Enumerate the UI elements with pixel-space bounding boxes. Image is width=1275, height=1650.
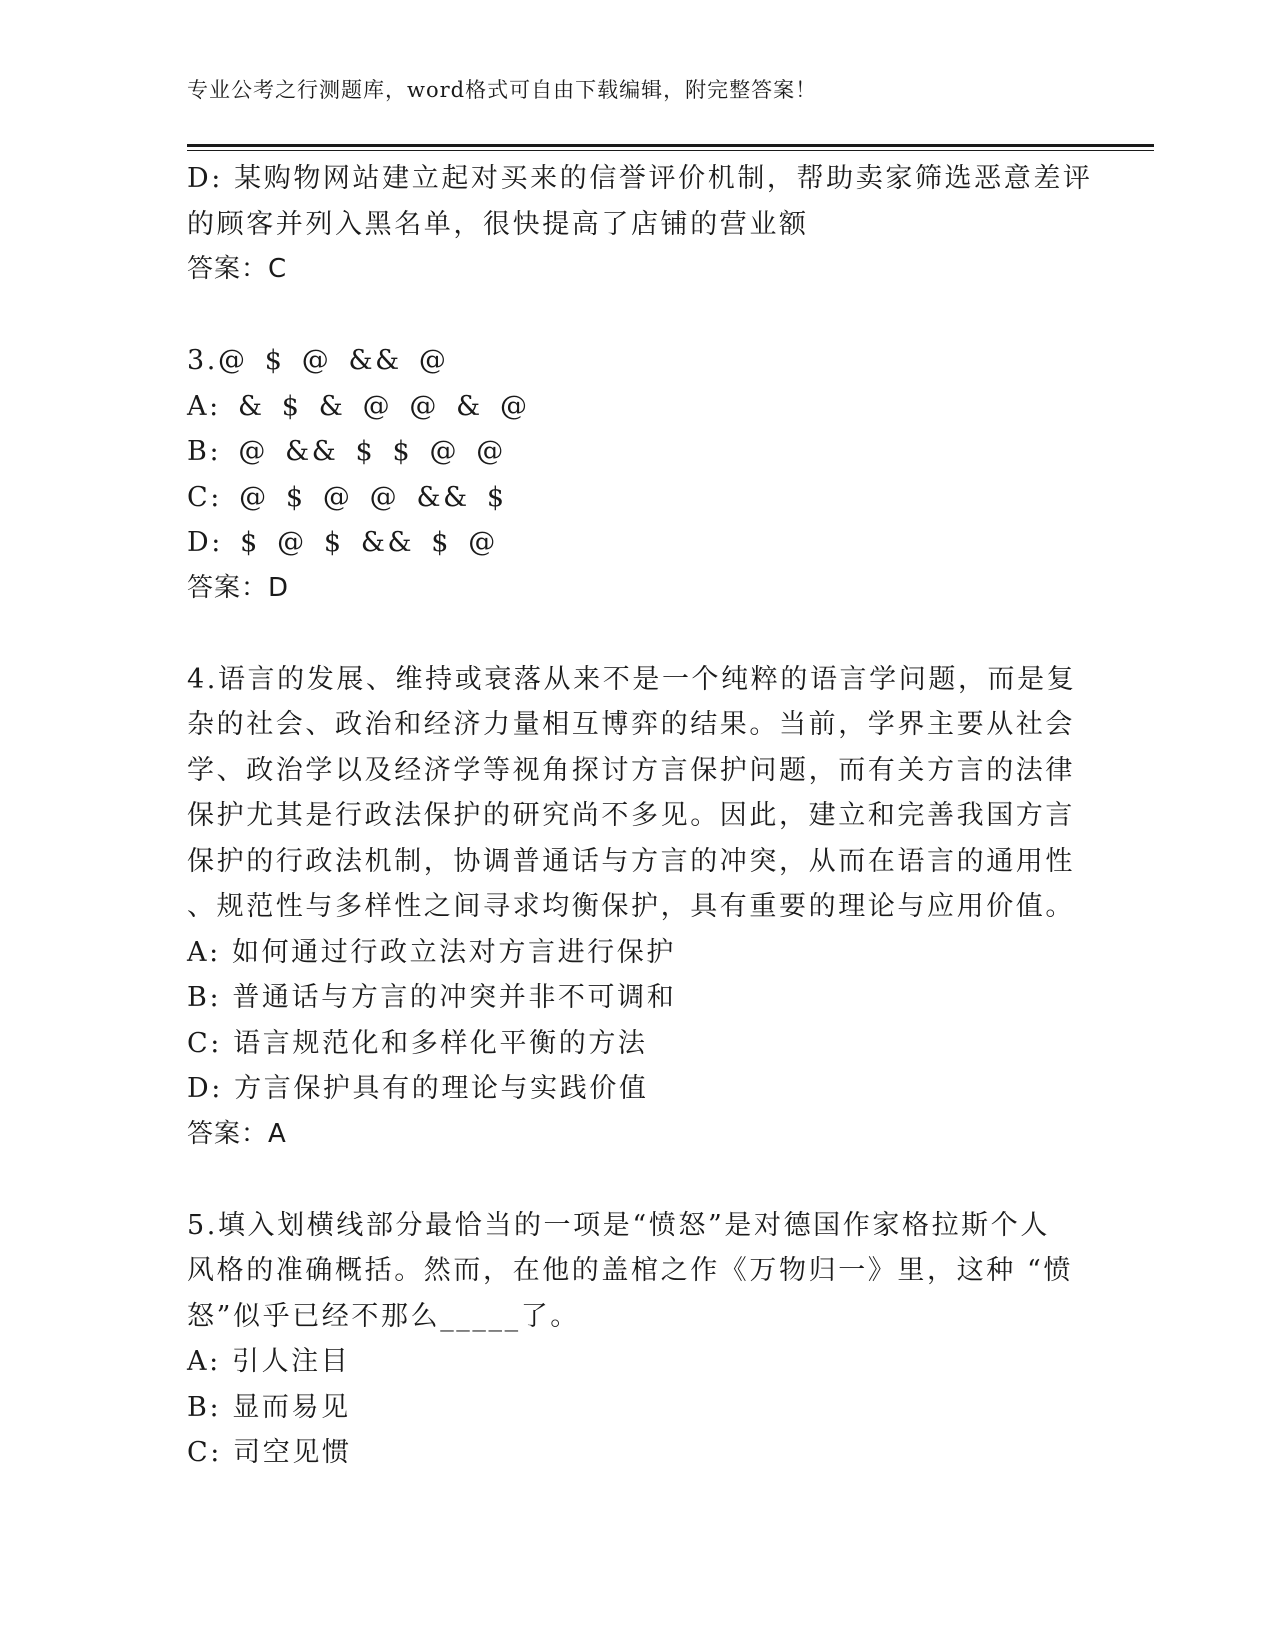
q5-option-c: C: 司空见惯 [187, 1437, 352, 1468]
q4-option-c: C: 语言规范化和多样化平衡的方法 [187, 1027, 648, 1059]
q2-answer: 答案：C [187, 254, 288, 284]
q4-stem-line-1: 4.语言的发展、维持或衰落从来不是一个纯粹的语言学问题，而是复 [187, 663, 1077, 695]
q4-option-b: B: 普通话与方言的冲突并非不可调和 [187, 982, 677, 1013]
q3-option-c: C: @ $ @ @ && $ [187, 481, 507, 513]
question-content [187, 156, 1093, 1476]
spacer [187, 1157, 1087, 1203]
q4-stem-line-2: 杂的社会、政治和经济力量相互博弈的结果。当前，学界主要从社会 [187, 709, 1075, 740]
q2-option-d-line-1: D: 某购物网站建立起对买来的信誉评价机制，帮助卖家筛选恶意差评 [187, 163, 1093, 194]
q3-answer: 答案：D [187, 572, 290, 603]
q4-stem-line-6: 、规范性与多样性之间寻求均衡保护，具有重要的理论与应用价值。 [187, 891, 1075, 922]
q4-option-d: D: 方言保护具有的理论与实践价值 [187, 1073, 649, 1104]
header-rule-thin [187, 150, 1154, 151]
q4-option-a: A: 如何通过行政立法对方言进行保护 [187, 936, 676, 968]
page-header: 专业公考之行测题库，word格式可自由下载编辑，附完整答案！ [187, 78, 818, 102]
q5-option-a: A: 引人注目 [187, 1346, 351, 1377]
q5-option-b: B: 显而易见 [187, 1391, 351, 1423]
q5-stem-line-2: 风格的准确概括。然而，在他的盖棺之作《万物归一》里，这种 “愤 [187, 1255, 1073, 1286]
q5-stem-line-1: 5.填入划横线部分最恰当的一项是“愤怒”是对德国作家格拉斯个人 [187, 1209, 1050, 1241]
q4-answer: 答案：A [187, 1118, 287, 1149]
q3-option-a: A: & $ & @ @ & @ [187, 390, 530, 422]
q3-option-d: D: $ @ $ && $ @ [187, 527, 498, 558]
q4-stem-line-4: 保护尤其是行政法保护的研究尚不多见。因此，建立和完善我国方言 [187, 800, 1075, 831]
header-rule-thick [187, 144, 1154, 147]
q3-option-b: B: @ && $ $ @ @ [187, 436, 506, 467]
spacer [187, 293, 1087, 339]
q3-stem: 3.@ $ @ && @ [187, 345, 449, 376]
q4-stem-line-5: 保护的行政法机制，协调普通话与方言的冲突，从而在语言的通用性 [187, 845, 1075, 877]
q4-stem-line-3: 学、政治学以及经济学等视角探讨方言保护问题，而有关方言的法律 [187, 754, 1075, 786]
spacer [187, 611, 1087, 657]
q5-stem-line-3: 怒”似乎已经不那么_____了。 [187, 1300, 580, 1332]
q2-option-d-line-2: 的顾客并列入黑名单，很快提高了店铺的营业额 [187, 208, 809, 240]
